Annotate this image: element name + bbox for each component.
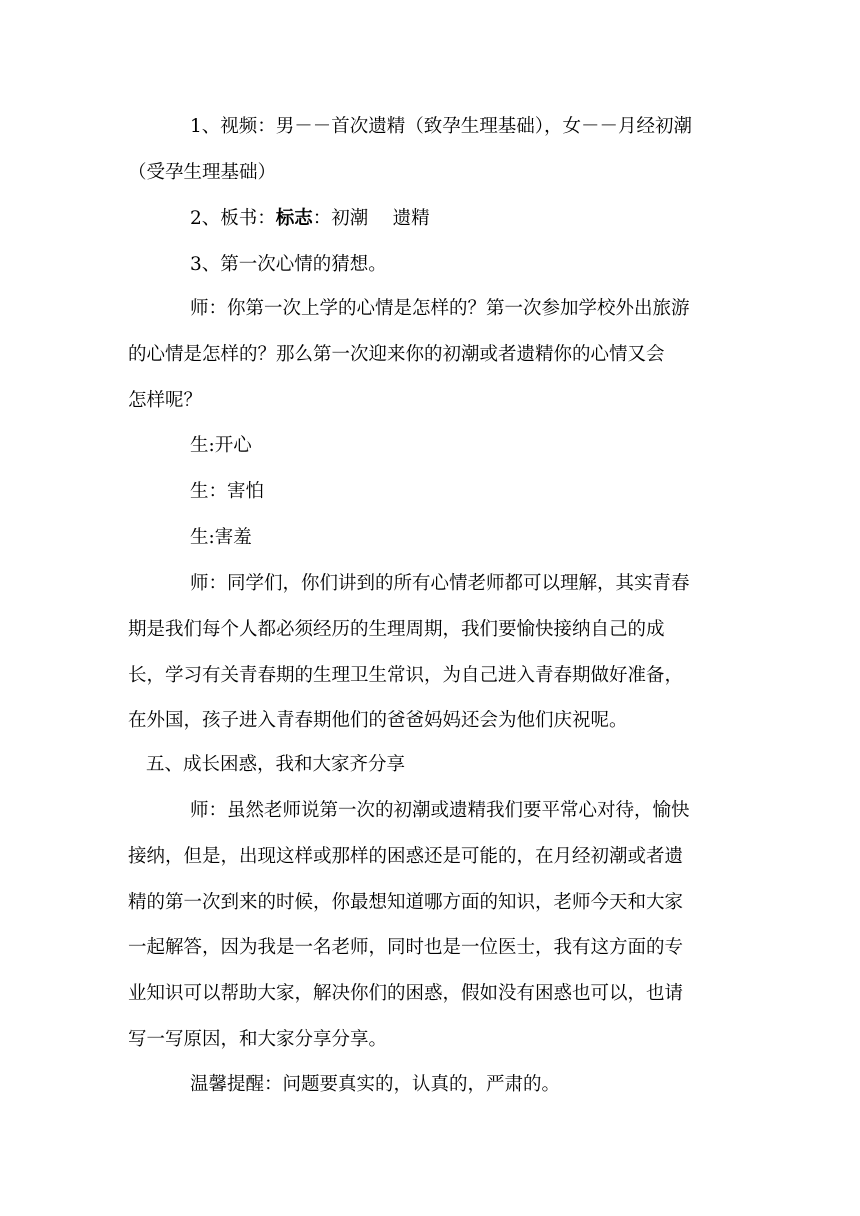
teacher-3-line-5: 业知识可以帮助大家，解决你们的困惑，假如没有困惑也可以，也请 <box>128 983 684 1004</box>
item-1-line-1: 1、视频：男－－首次遗精（致孕生理基础），女－－月经初潮 <box>190 116 693 137</box>
teacher-3-line-2: 接纳，但是，出现这样或那样的困惑还是可能的，在月经初潮或者遗 <box>128 846 684 867</box>
teacher-2-line-2: 期是我们每个人都必须经历的生理周期，我们要愉快接纳自己的成 <box>128 619 665 640</box>
item-1-line-2: （受孕生理基础） <box>128 162 277 183</box>
item-3-line: 3、第一次心情的猜想。 <box>190 254 387 275</box>
item-2-suffix: ：初潮 遗精 <box>312 208 430 229</box>
item-2-line <box>190 208 430 230</box>
teacher-1-line-3: 怎样呢？ <box>128 390 203 411</box>
teacher-3-line-3: 精的第一次到来的时候，你最想知道哪方面的知识，老师今天和大家 <box>128 892 684 913</box>
teacher-2-line-4: 在外国，孩子进入青春期他们的爸爸妈妈还会为他们庆祝呢。 <box>128 710 628 731</box>
student-2-line: 生：害怕 <box>190 481 265 502</box>
teacher-1-line-1: 师：你第一次上学的心情是怎样的？第一次参加学校外出旅游 <box>190 298 690 319</box>
teacher-3-line-6: 写一写原因，和大家分享分享。 <box>128 1029 388 1050</box>
student-3-line: 生:害羞 <box>190 527 252 548</box>
teacher-1-line-2: 的心情是怎样的？那么第一次迎来你的初潮或者遗精你的心情又会 <box>128 344 665 365</box>
teacher-3-line-4: 一起解答，因为我是一名老师，同时也是一位医士，我有这方面的专 <box>128 937 684 958</box>
teacher-2-line-3: 长，学习有关青春期的生理卫生常识，为自己进入青春期做好准备， <box>128 665 684 686</box>
item-2-prefix: 2、板书： <box>190 208 276 229</box>
reminder-line: 温馨提醒：问题要真实的，认真的，严肃的。 <box>190 1074 561 1095</box>
teacher-2-line-1: 师：同学们，你们讲到的所有心情老师都可以理解，其实青春 <box>190 573 690 594</box>
item-2-bold: 标志 <box>275 208 313 229</box>
section-5-heading: 五、成长困惑，我和大家齐分享 <box>146 754 406 775</box>
student-1-line: 生:开心 <box>190 435 252 456</box>
teacher-3-line-1: 师：虽然老师说第一次的初潮或遗精我们要平常心对待，愉快 <box>190 800 690 821</box>
